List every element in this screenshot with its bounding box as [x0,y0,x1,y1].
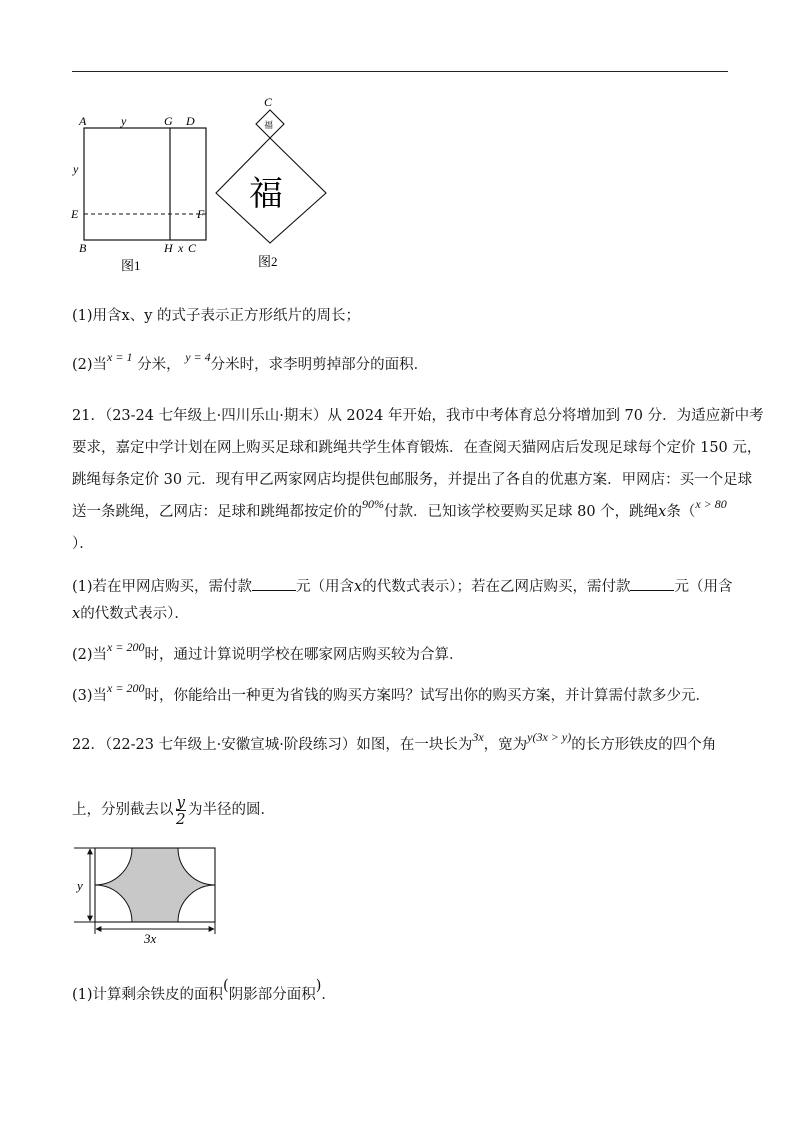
q21-percent: 90% [362,497,384,511]
q22-part1-a: (1)计算剩余铁皮的面积 [72,987,224,1003]
q21-part1-x: x [354,579,363,595]
fig1-label-y-top: y [121,114,127,128]
figure-1 [68,108,218,278]
q21-line3: 跳绳每条定价 30 元．现有甲乙两家网店均提供包邮服务，并提出了各自的优惠方案．甲网店：买一个足球 [72,472,753,488]
fig1-label-x: x [178,241,184,255]
q21-line4-b: 付款．已知该学校要购买足球 80 个，跳绳 [384,504,659,520]
fig1-label-C: C [188,241,197,255]
q22-line2 [72,792,275,828]
fig1-label-D: D [186,114,195,128]
fig1-label-y-left: y [73,162,79,176]
q21-line4-a: 送一条跳绳，乙网店：足球和跳绳都按定价的 [72,504,362,520]
q21-line4 [72,497,727,522]
q21-part2-a: (2)当 [72,647,108,663]
fig1-caption: 图1 [121,258,141,273]
fig2-big-char: 福 [249,176,283,213]
q20-part2 [72,350,429,375]
answer-blank-2[interactable] [630,576,674,591]
q21-part3 [72,681,710,706]
q22-line2-a: 上，分别截去以 [72,802,174,818]
q21-part3-eq: x = 200 [107,681,145,695]
q21-part1-c: 的代数式表示）；若在乙网店购买，需付款 [362,579,631,595]
fig1-label-E: E [71,207,79,221]
q21-part2-eq: x = 200 [107,640,145,654]
fig1-label-H: H [164,241,173,255]
q22-part1-paren: 阴影部分面积 [228,987,316,1003]
q21-part2-b: 时，通过计算说明学校在哪家网店购买较为合算． [144,647,464,663]
answer-blank-1[interactable] [252,576,296,591]
q20-part1: (1)用含x、y 的式子表示正方形纸片的周长； [72,308,361,324]
fig3-label-y: y [77,878,83,893]
q21-line4-x: x [658,504,667,520]
q21-part1-a: (1)若在甲网店购买，需付款 [72,579,253,595]
q22-part1: (1)计算剩余铁皮的面积(阴影部分面积)． [72,978,336,1003]
q22-length: 3x [472,730,484,744]
radius-fraction [176,794,186,827]
fig2-small-char: 福 [264,120,274,130]
q22-line1-b: ，宽为 [483,737,528,753]
q22-line2-b: 为半径的圆． [187,802,275,818]
q21-part1 [72,576,732,597]
fig2-caption: 图2 [258,254,278,269]
q21-part3-a: (3)当 [72,688,108,704]
q21-part1-d: 元（用含 [674,579,733,595]
q20-part2-y-eq: y = 4 [185,350,211,364]
q21-part1-b: 元（用含 [296,579,355,595]
q21-condition: x > 80 [695,497,727,511]
q21-part2 [72,640,464,665]
q22-width: y(3x > y) [527,730,572,744]
q22-line1 [72,730,717,755]
q22-line1-a: 22．（22-23 七年级上·安徽宣城·阶段练习）如图，在一块长为 [72,737,473,753]
q21-part1-line2-text: 的代数式表示）． [80,606,189,622]
q20-part2-b: 分米， [137,357,181,373]
fig3-label-3x: 3x [144,931,157,946]
q21-part1-line2-x: x [72,606,81,622]
q22-line1-c: 的长方形铁皮的四个角 [571,737,717,753]
q21-line2: 要求，嘉定中学计划在网上购买足球和跳绳共学生体育锻炼．在查阅天猫网店后发现足球每个定价 150 元， [72,440,762,456]
q22-part1-b: ． [321,987,336,1003]
q21-line1: 21．（23-24 七年级上·四川乐山·期末）从 2024 年开始，我市中考体育总分将增加到 70 分．为适应新中考 [72,408,764,424]
fig1-label-F: F [197,207,205,221]
header-rule [72,71,728,72]
figure-3-rectangle [70,838,230,948]
fraction-numerator: y [176,792,185,811]
figure-2 [208,92,338,272]
fig1-label-A: A [79,114,87,128]
fraction-denominator: 2 [175,809,186,828]
q21-part1-line2 [72,604,189,624]
fig1-label-G: G [164,114,173,128]
fig1-label-B: B [79,241,87,255]
q21-line5: ）． [72,536,94,552]
fig2-label-C: C [264,95,273,109]
q20-part2-a: (2)当 [72,357,108,373]
q20-part2-x-eq: x = 1 [107,350,133,364]
q21-part3-b: 时，你能给出一种更为省钱的购买方案吗？试写出你的购买方案，并计算需付款多少元． [144,688,710,704]
q21-line4-c: 条（ [666,504,696,520]
q20-part2-c: 分米时，求李明剪掉部分的面积． [210,357,429,373]
